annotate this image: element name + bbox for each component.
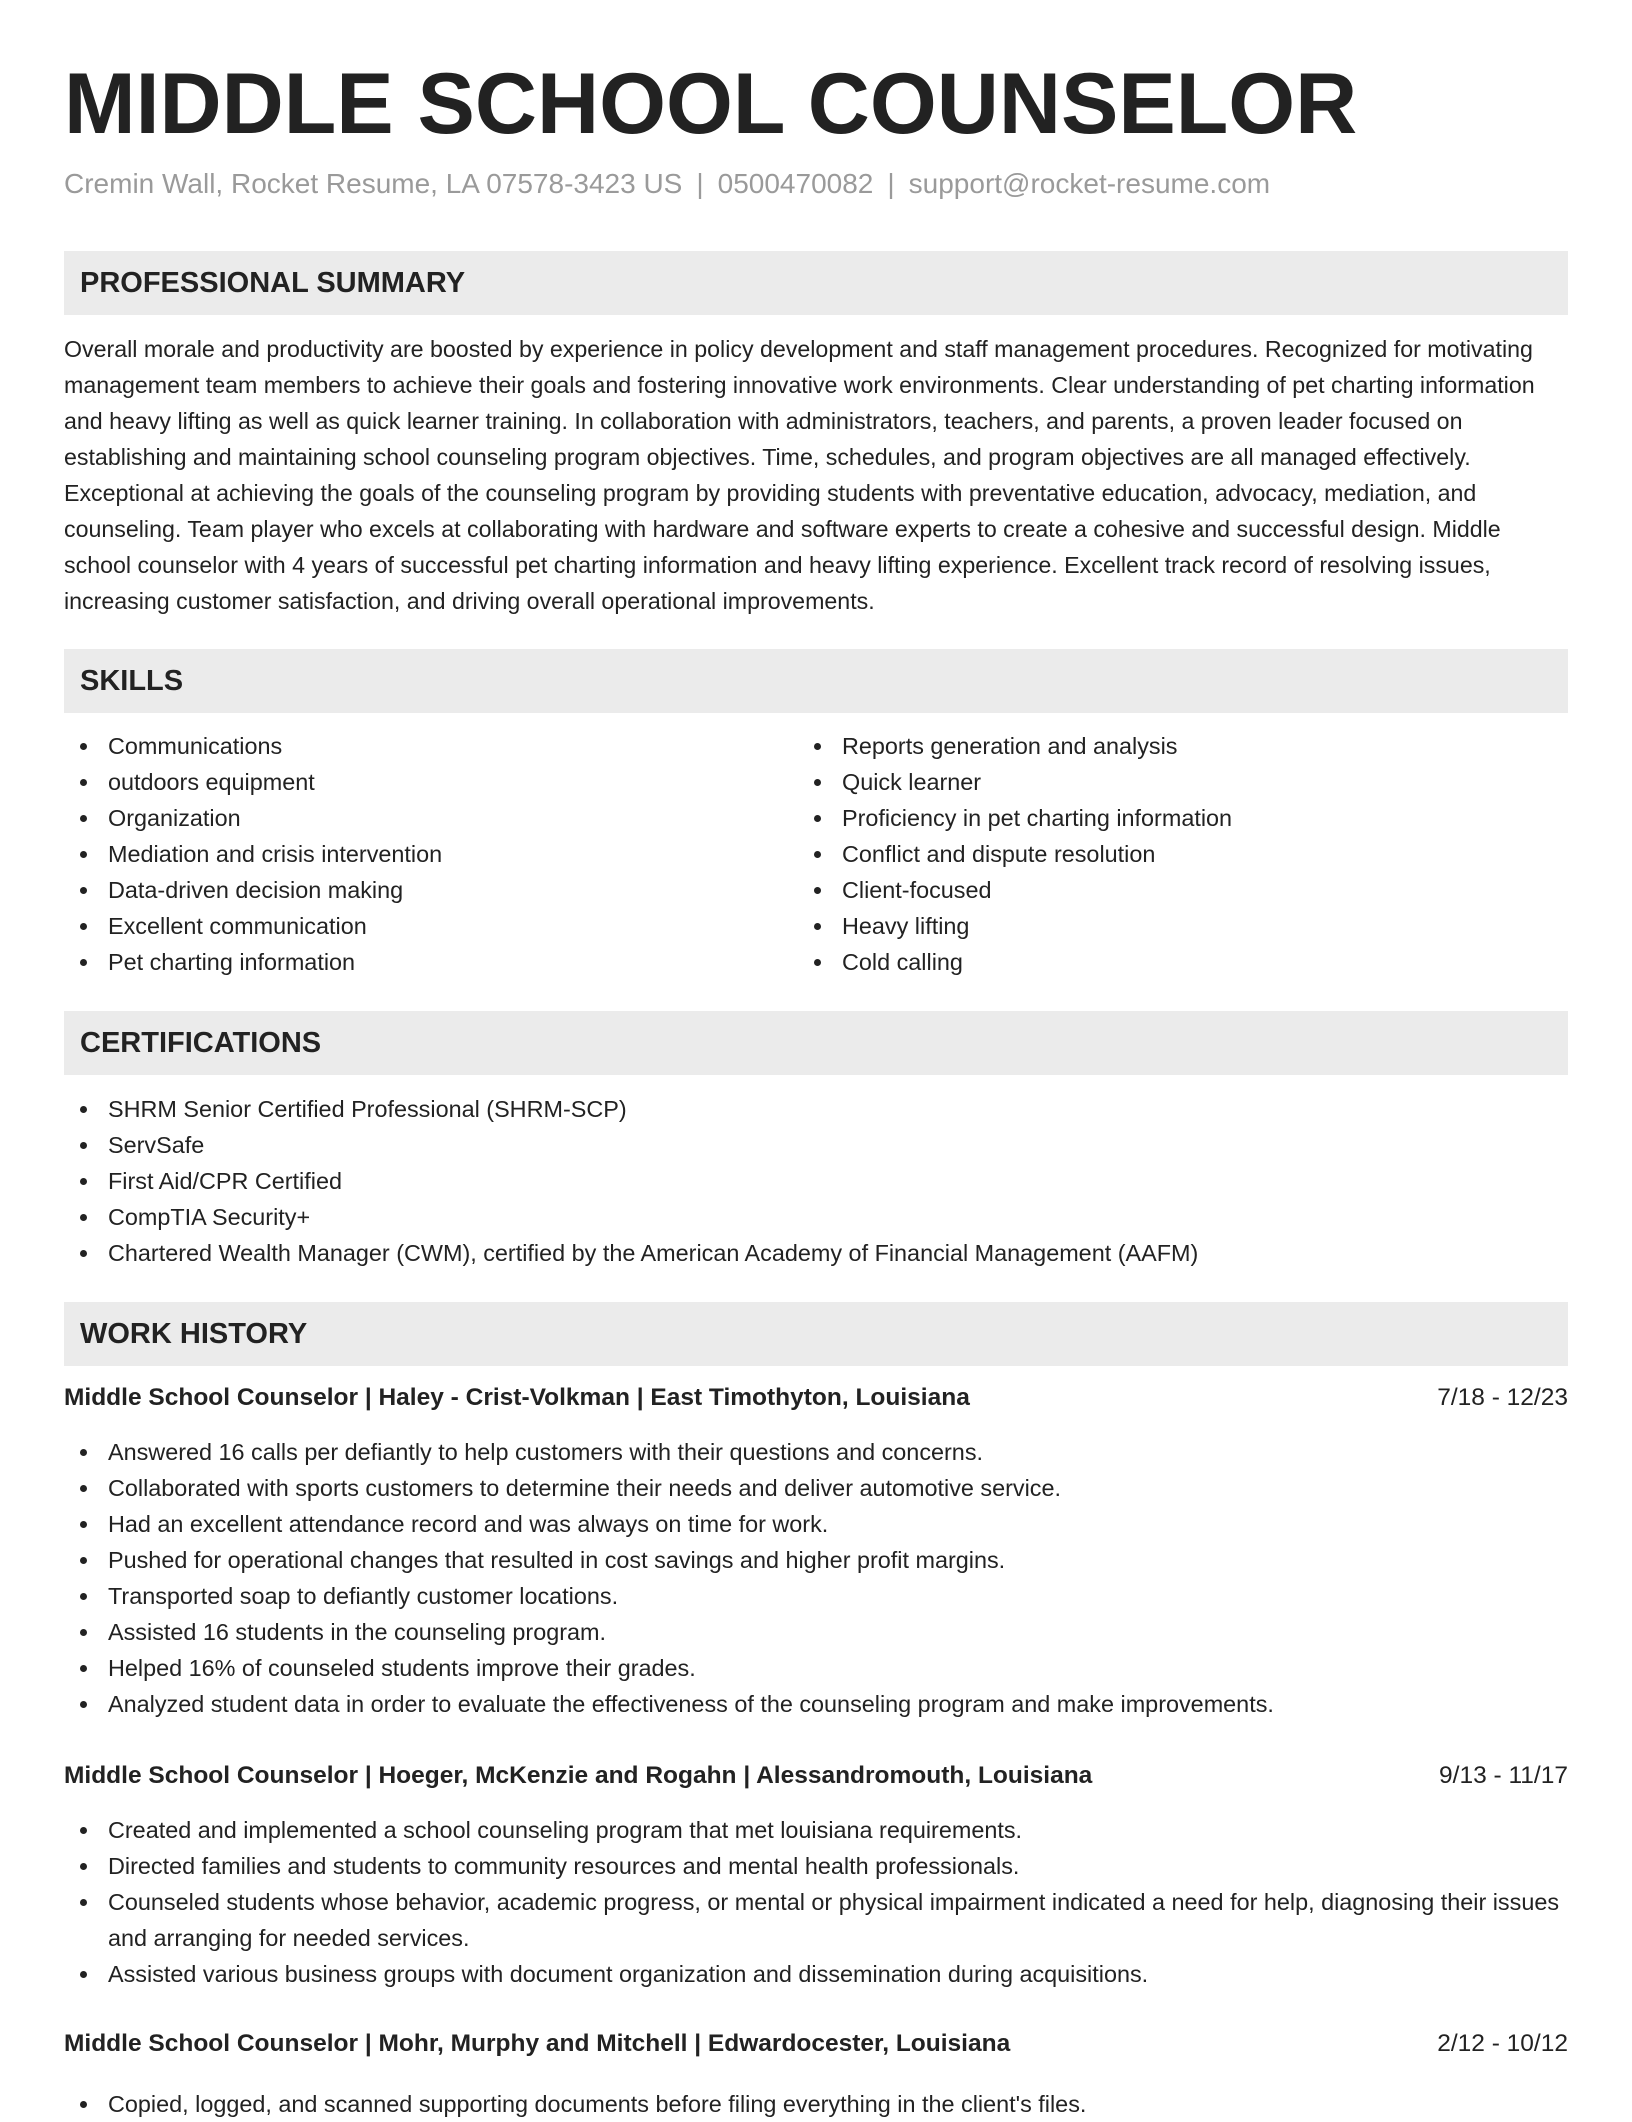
certification-item: First Aid/CPR Certified [64, 1163, 1568, 1199]
skill-item: Reports generation and analysis [798, 728, 1538, 764]
certification-item: Chartered Wealth Manager (CWM), certified by the American Academy of Financial Management (AAFM) [64, 1235, 1568, 1271]
certification-item: ServSafe [64, 1127, 1568, 1163]
job-bullet: Assisted various business groups with document organization and dissemination during acquisitions. [64, 1956, 1568, 1992]
summary-text: Overall morale and productivity are boosted by experience in policy development and staff management procedures. Recognized for motivating management team members to achieve their goals and fostering innovative work environments. Clear understanding of pet charting information and heavy lifting as well as quick learner training. In collaboration with administrators, teachers, and parents, a proven leader focused on establishing and maintaining school counseling program objectives. Time, schedules, and program objectives are all managed effectively. Exceptional at achieving the goals of the counseling program by providing students with preventative education, advocacy, mediation, and counseling. Team player who excels at collaborating with hardware and software experts to create a cohesive and successful design. Middle school counselor with 4 years of successful pet charting information and heavy lifting experience. Excellent track record of resolving issues, increasing customer satisfaction, and driving overall operational improvements. [64, 336, 1535, 614]
contact-address: Cremin Wall, Rocket Resume, LA 07578-3423 US [64, 168, 683, 199]
certifications-list [64, 1091, 1568, 1271]
job-dates: 9/13 - 11/17 [1439, 1762, 1568, 1789]
job-bullet: Directed families and students to community resources and mental health professionals. [64, 1848, 1568, 1884]
section-header-certifications: CERTIFICATIONS [64, 1011, 1568, 1075]
skill-item: Cold calling [798, 944, 1538, 980]
skill-item: Data-driven decision making [64, 872, 804, 908]
job-bullet: Helped 16% of counseled students improve their grades. [64, 1650, 1568, 1686]
section-header-summary: PROFESSIONAL SUMMARY [64, 251, 1568, 315]
job-bullet: Counseled students whose behavior, academic progress, or mental or physical impairment indicated a need for help, diagnosing their issues and arranging for needed services. [64, 1884, 1568, 1956]
job-title: Middle School Counselor | Hoeger, McKenzie and Rogahn | Alessandromouth, Louisiana [64, 1762, 1093, 1789]
resume-name: MIDDLE SCHOOL COUNSELOR [64, 56, 1358, 152]
job-title: Middle School Counselor | Mohr, Murphy and Mitchell | Edwardocester, Louisiana [64, 2030, 1011, 2057]
skill-item: Communications [64, 728, 804, 764]
job-bullet: Created and implemented a school counseling program that met louisiana requirements. [64, 1812, 1568, 1848]
job-bullet: Assisted 16 students in the counseling program. [64, 1614, 1568, 1650]
skill-item: Organization [64, 800, 804, 836]
contact-phone: 0500470082 [717, 168, 874, 199]
section-header-skills: SKILLS [64, 649, 1568, 713]
job-bullet: Collaborated with sports customers to determine their needs and deliver automotive service. [64, 1470, 1568, 1506]
contact-email: support@rocket-resume.com [908, 168, 1271, 199]
skill-item: Mediation and crisis intervention [64, 836, 804, 872]
skill-item: Excellent communication [64, 908, 804, 944]
skill-item: Proficiency in pet charting information [798, 800, 1538, 836]
certification-item: SHRM Senior Certified Professional (SHRM-SCP) [64, 1091, 1568, 1127]
job-dates: 7/18 - 12/23 [1437, 1384, 1568, 1411]
skill-item: Quick learner [798, 764, 1538, 800]
contact-line [64, 166, 1270, 202]
contact-separator: | [696, 168, 704, 199]
skills-list-left [64, 728, 804, 980]
job-bullet: Pushed for operational changes that resulted in cost savings and higher profit margins. [64, 1542, 1568, 1578]
skill-item: Conflict and dispute resolution [798, 836, 1538, 872]
job-bullet: Transported soap to defiantly customer locations. [64, 1578, 1568, 1614]
skill-item: outdoors equipment [64, 764, 804, 800]
skill-item: Client-focused [798, 872, 1538, 908]
certification-item: CompTIA Security+ [64, 1199, 1568, 1235]
job-bullets [64, 1812, 1568, 1992]
job-bullets [64, 2086, 1568, 2122]
job-bullet: Answered 16 calls per defiantly to help customers with their questions and concerns. [64, 1434, 1568, 1470]
job-bullets [64, 1434, 1568, 1722]
job-dates: 2/12 - 10/12 [1437, 2030, 1568, 2057]
section-header-work-history: WORK HISTORY [64, 1302, 1568, 1366]
job-bullet: Analyzed student data in order to evaluate the effectiveness of the counseling program and make improvements. [64, 1686, 1568, 1722]
skills-list-right [798, 728, 1538, 980]
job-bullet: Had an excellent attendance record and was always on time for work. [64, 1506, 1568, 1542]
contact-separator: | [887, 168, 895, 199]
skill-item: Heavy lifting [798, 908, 1538, 944]
job-bullet: Copied, logged, and scanned supporting documents before filing everything in the client's files. [64, 2086, 1568, 2122]
job-title: Middle School Counselor | Haley - Crist-Volkman | East Timothyton, Louisiana [64, 1384, 970, 1411]
skill-item: Pet charting information [64, 944, 804, 980]
